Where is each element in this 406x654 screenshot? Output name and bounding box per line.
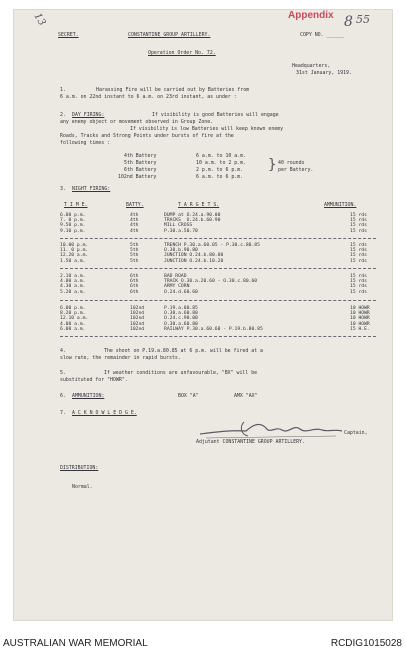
group-divider xyxy=(60,300,376,301)
cell-time: 6.00 a.m. xyxy=(60,326,86,332)
cell-battery: 102nd xyxy=(130,306,145,311)
cell-battery: 6th xyxy=(130,289,139,295)
schedule-times: 6 a.m. to 6 p.m. xyxy=(196,174,244,180)
cell-target: TRACK O.30.a.20.60 - O.30.c.80.60 xyxy=(164,279,258,285)
appendix-stamp: Appendix xyxy=(288,10,334,21)
cell-battery: 6th xyxy=(130,284,139,290)
cell-target: O.24.d.60.60 xyxy=(164,289,198,295)
para-6-number: 6. xyxy=(60,393,66,399)
signature-rank: Captain, xyxy=(344,430,368,436)
cell-time: 2.10 a.m. xyxy=(60,274,86,279)
cell-ammunition: 15 rds xyxy=(350,289,367,295)
cell-target: JUNCTION O.24.b.10.20 xyxy=(164,258,224,264)
archive-footer xyxy=(0,632,406,654)
cell-ammunition: 15 rds xyxy=(350,228,367,234)
cell-battery: 4th xyxy=(130,228,139,234)
copy-number: COPY NO. ______ xyxy=(300,32,345,38)
secret-label: SECRET. xyxy=(58,32,79,38)
cell-battery: 4th xyxy=(130,213,139,218)
schedule-times: 10 a.m. to 2 p.m. xyxy=(196,160,247,166)
cell-ammunition: 15 rds xyxy=(350,258,367,264)
para-2-line-5: following times : xyxy=(60,140,111,146)
cell-ammunition: 15 rds xyxy=(350,279,367,285)
unit-name: CONSTANTINE GROUP ARTILLERY. xyxy=(128,32,211,38)
para-1-line-2: 6 a.m. on 22nd instant to 6 a.m. on 23rd instant, as under : xyxy=(60,94,237,100)
cell-time: 10.00 p.m. xyxy=(60,243,89,248)
group-divider xyxy=(60,268,376,269)
cell-battery: 102nd xyxy=(130,311,145,317)
handwritten-signature xyxy=(196,418,346,440)
para-3-heading: NIGHT FIRING: xyxy=(72,186,111,192)
cell-target: TRENCH P.30.a.60.05 - P.30.c.80.85 xyxy=(164,243,260,248)
para-5-number: 5. xyxy=(60,370,66,376)
cell-battery: 5th xyxy=(130,253,139,259)
column-header-battery: BATTY. xyxy=(126,202,144,208)
para-2-heading: DAY FIRING: xyxy=(72,112,105,118)
group-divider xyxy=(60,238,376,239)
schedule-battery: 102nd Battery xyxy=(118,174,157,180)
cell-ammunition: 15 rds xyxy=(350,213,367,218)
order-title: Operation Order No. 72. xyxy=(148,50,216,56)
column-header-targets: T A R G E T S. xyxy=(178,202,220,208)
fire-group xyxy=(60,243,380,264)
para-2-line-2: any enemy object or movement observed in Group Zone. xyxy=(60,119,214,125)
cell-battery: 5th xyxy=(130,248,139,254)
para-4-number: 4. xyxy=(60,348,66,354)
cell-time: 5.20 a.m. xyxy=(60,289,86,295)
column-header-ammunition: AMMUNITION. xyxy=(324,202,357,208)
cell-time: 6.00 p.m. xyxy=(60,213,86,218)
schedule-rounds: 40 rounds xyxy=(278,160,305,166)
cell-target: BAD ROAD xyxy=(164,274,187,279)
cell-ammunition: 10 HOWR xyxy=(350,306,370,311)
fire-group xyxy=(60,213,380,234)
para-7-number: 7. xyxy=(60,410,66,416)
table-row xyxy=(60,229,380,234)
folio-number: 8 xyxy=(344,14,353,30)
cell-target: O.30.b.90.80 xyxy=(164,248,198,254)
para-6-heading: AMMUNITION: xyxy=(72,393,105,399)
cell-battery: 4th xyxy=(130,223,139,229)
cell-time: 12.10 a.m. xyxy=(60,316,89,322)
cell-ammunition: 15 rds xyxy=(350,223,367,229)
cell-ammunition: 15 rds xyxy=(350,274,367,279)
para-4-line-1: The shoot on P.19.a.80.85 at 6 p.m. will be fired at a xyxy=(104,348,263,354)
para-2-line-4: Roads, Tracks and Strong Points under bursts of fire at the xyxy=(60,133,234,139)
cell-battery: 6th xyxy=(130,274,139,279)
cell-ammunition: 15 rds xyxy=(350,253,367,259)
table-row xyxy=(60,259,380,264)
table-row xyxy=(60,327,380,332)
cell-target: P.19.a.80.85 xyxy=(164,306,198,311)
acknowledge: A C K N O W L E D G E. xyxy=(72,410,137,416)
order-date: 31st January, 1919. xyxy=(296,70,352,76)
cell-target: O.30.a.60.80 xyxy=(164,321,198,327)
cell-ammunition: 15 H.E. xyxy=(350,326,370,332)
para-5-line-2: substituted for "HOWR". xyxy=(60,377,128,383)
cell-ammunition: 15 rds xyxy=(350,284,367,290)
signature-title: Adjutant CONSTANTINE GROUP ARTILLERY. xyxy=(196,439,305,445)
cell-ammunition: 15 rds xyxy=(350,248,367,254)
cell-ammunition: 10 HOWR xyxy=(350,316,370,322)
corner-mark: 13 xyxy=(31,11,48,28)
cell-battery: 6th xyxy=(130,279,139,285)
page-number: 55 xyxy=(356,13,370,26)
schedule-battery: 6th Battery xyxy=(124,167,157,173)
cell-time: 4.30 a.m. xyxy=(60,284,86,290)
archive-reference: RCDIG1015028 xyxy=(330,638,402,649)
cell-target: P.30.a.50.70 xyxy=(164,228,198,234)
para-5-line-1: If weather conditions are unfavourable, "BX" will be xyxy=(104,370,258,376)
cell-ammunition: 10 HOWR xyxy=(350,321,370,327)
cell-time: 9.10 p.m. xyxy=(60,228,86,234)
headquarters: Headquarters, xyxy=(292,63,331,69)
para-2-number: 2. xyxy=(60,112,66,118)
schedule-battery: 4th Battery xyxy=(124,153,157,159)
cell-target: MILL CROSS xyxy=(164,223,193,229)
cell-battery: 5th xyxy=(130,258,139,264)
para-2-line-1: If visibility is good Batteries will engage xyxy=(152,112,279,118)
cell-time: 12.20 a.m. xyxy=(60,253,89,259)
table-row xyxy=(60,290,380,295)
schedule-times: 6 a.m. to 10 a.m. xyxy=(196,153,247,159)
para-1-number: 1. xyxy=(60,87,66,93)
para-1-line-1: Harassing Fire will be carried out by Batteries from xyxy=(96,87,250,93)
cell-time: 6.00 p.m. xyxy=(60,306,86,311)
schedule-battery: 5th Battery xyxy=(124,160,157,166)
cell-battery: 4th xyxy=(130,218,139,224)
schedule-brace: } xyxy=(268,157,277,173)
cell-time: 4.00 a.m. xyxy=(60,279,86,285)
cell-battery: 102nd xyxy=(130,316,145,322)
para-2-line-3: If visibility is low Batteries will keep known enemy xyxy=(130,126,284,132)
cell-target: RAILWAY P.30.a.60.60 - P.19.b.80.85 xyxy=(164,326,263,332)
column-header-time: T I M E. xyxy=(64,202,88,208)
cell-target: DUMP at O.24.a.90.00 xyxy=(164,213,221,218)
cell-time: 1.50 a.m. xyxy=(60,258,86,264)
cell-time: 8.20 p.m. xyxy=(60,311,86,317)
schedule-per-battery: per Battery. xyxy=(278,167,314,173)
cell-target: TRACKS O.24.b.60.90 xyxy=(164,218,221,224)
cell-target: JUNCTION O.24.b.80.80 xyxy=(164,253,224,259)
cell-target: O.30.a.60.80 xyxy=(164,311,198,317)
archive-name: AUSTRALIAN WAR MEMORIAL xyxy=(3,638,148,649)
cell-battery: 102nd xyxy=(130,326,145,332)
para-4-line-2: slow rate, the remainder in rapid bursts. xyxy=(60,355,181,361)
cell-ammunition: 15 rds xyxy=(350,218,367,224)
ammunition-amx-ax: AMX "AX" xyxy=(234,393,258,399)
distribution-value: Normal. xyxy=(72,484,93,490)
cell-ammunition: 15 rds xyxy=(350,243,367,248)
cell-time: 7. 0 p.m. xyxy=(60,218,86,224)
cell-time: 9.50 p.m. xyxy=(60,223,86,229)
cell-target: ARMY CORN xyxy=(164,284,190,290)
ammunition-box-a: BOX "A" xyxy=(178,393,199,399)
distribution-heading: DISTRIBUTION: xyxy=(60,465,99,471)
group-divider xyxy=(60,336,376,337)
fire-group xyxy=(60,306,380,332)
schedule-times: 2 p.m. to 6 p.m. xyxy=(196,167,244,173)
para-3-number: 3. xyxy=(60,186,66,192)
cell-battery: 5th xyxy=(130,243,139,248)
cell-time: 4.00 a.m. xyxy=(60,321,86,327)
cell-time: 11. 0 p.m. xyxy=(60,248,89,254)
cell-battery: 102nd xyxy=(130,321,145,327)
cell-ammunition: 10 HOWR xyxy=(350,311,370,317)
fire-group xyxy=(60,274,380,295)
cell-target: O.24.c.90.00 xyxy=(164,316,198,322)
